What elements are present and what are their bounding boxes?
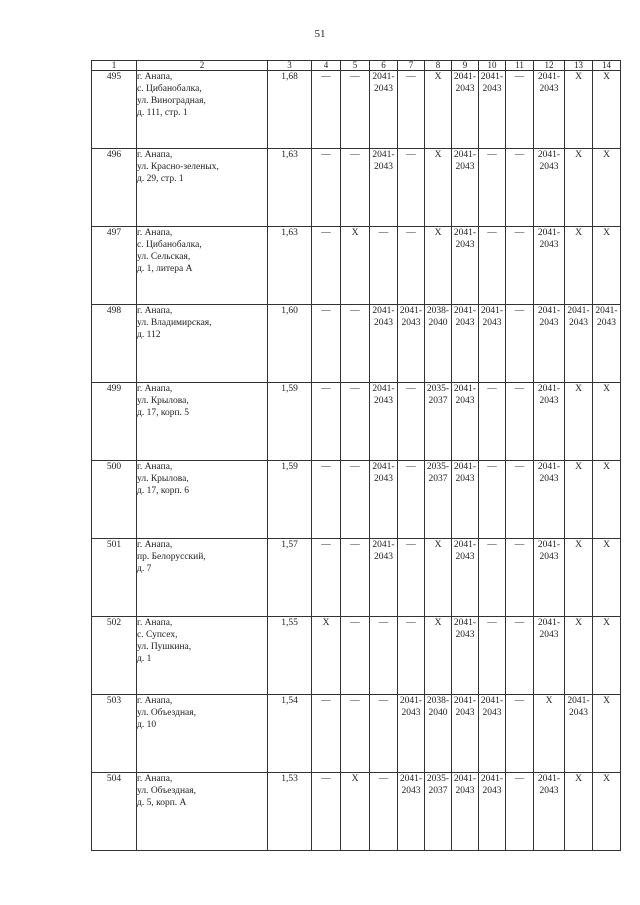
column-header-3: 3 xyxy=(268,61,312,71)
address-cell: г. Анапа, ул. Объездная, д. 5, корп. А xyxy=(137,773,268,851)
address-cell: г. Анапа, ул. Крылова, д. 17, корп. 5 xyxy=(137,383,268,461)
row-number: 495 xyxy=(92,71,137,149)
value-cell-col10: — xyxy=(479,539,506,617)
column-header-11: 11 xyxy=(506,61,534,71)
value-cell-col5: — xyxy=(341,461,370,539)
row-number: 502 xyxy=(92,617,137,695)
area-cell: 1,54 xyxy=(268,695,312,773)
area-cell: 1,53 xyxy=(268,773,312,851)
value-cell-col14: Х xyxy=(593,539,621,617)
column-header-12: 12 xyxy=(534,61,565,71)
table-row xyxy=(92,461,621,539)
table-row xyxy=(92,617,621,695)
table-row xyxy=(92,227,621,305)
value-cell-col7: 2041- 2043 xyxy=(398,695,425,773)
value-cell-col10: 2041- 2043 xyxy=(479,773,506,851)
column-header-10: 10 xyxy=(479,61,506,71)
value-cell-col12: 2041- 2043 xyxy=(534,305,565,383)
value-cell-col11: — xyxy=(506,539,534,617)
value-cell-col8: 2035- 2037 xyxy=(425,461,452,539)
value-cell-col8: 2035- 2037 xyxy=(425,773,452,851)
row-number: 500 xyxy=(92,461,137,539)
value-cell-col6: 2041- 2043 xyxy=(370,461,398,539)
value-cell-col14: Х xyxy=(593,617,621,695)
value-cell-col10: 2041- 2043 xyxy=(479,695,506,773)
row-number: 498 xyxy=(92,305,137,383)
value-cell-col7: — xyxy=(398,617,425,695)
value-cell-col12: 2041- 2043 xyxy=(534,149,565,227)
value-cell-col13: Х xyxy=(565,539,593,617)
area-cell: 1,59 xyxy=(268,461,312,539)
value-cell-col13: Х xyxy=(565,71,593,149)
value-cell-col11: — xyxy=(506,227,534,305)
address-cell: г. Анапа, с. Цибанобалка, ул. Виноградная, д. 111, стр. 1 xyxy=(137,71,268,149)
value-cell-col5: — xyxy=(341,695,370,773)
value-cell-col4: — xyxy=(312,539,341,617)
value-cell-col9: 2041- 2043 xyxy=(452,539,479,617)
column-header-8: 8 xyxy=(425,61,452,71)
value-cell-col9: 2041- 2043 xyxy=(452,773,479,851)
value-cell-col13: Х xyxy=(565,617,593,695)
row-number: 496 xyxy=(92,149,137,227)
value-cell-col7: 2041- 2043 xyxy=(398,305,425,383)
value-cell-col10: — xyxy=(479,227,506,305)
value-cell-col6: — xyxy=(370,617,398,695)
value-cell-col9: 2041- 2043 xyxy=(452,461,479,539)
value-cell-col13: 2041- 2043 xyxy=(565,305,593,383)
table-row xyxy=(92,71,621,149)
value-cell-col11: — xyxy=(506,617,534,695)
value-cell-col13: Х xyxy=(565,461,593,539)
value-cell-col8: Х xyxy=(425,227,452,305)
value-cell-col7: — xyxy=(398,227,425,305)
value-cell-col4: — xyxy=(312,461,341,539)
value-cell-col13: Х xyxy=(565,773,593,851)
value-cell-col6: 2041- 2043 xyxy=(370,149,398,227)
value-cell-col8: 2035- 2037 xyxy=(425,383,452,461)
address-cell: г. Анапа, ул. Объездная, д. 10 xyxy=(137,695,268,773)
value-cell-col4: — xyxy=(312,149,341,227)
area-cell: 1,60 xyxy=(268,305,312,383)
value-cell-col9: 2041- 2043 xyxy=(452,71,479,149)
value-cell-col6: — xyxy=(370,695,398,773)
value-cell-col10: — xyxy=(479,149,506,227)
row-number: 504 xyxy=(92,773,137,851)
value-cell-col14: Х xyxy=(593,227,621,305)
value-cell-col10: 2041- 2043 xyxy=(479,71,506,149)
value-cell-col5: — xyxy=(341,383,370,461)
value-cell-col12: 2041- 2043 xyxy=(534,617,565,695)
area-cell: 1,55 xyxy=(268,617,312,695)
value-cell-col14: Х xyxy=(593,695,621,773)
column-header-6: 6 xyxy=(370,61,398,71)
value-cell-col5: — xyxy=(341,71,370,149)
value-cell-col4: — xyxy=(312,305,341,383)
value-cell-col11: — xyxy=(506,773,534,851)
value-cell-col9: 2041- 2043 xyxy=(452,149,479,227)
value-cell-col11: — xyxy=(506,461,534,539)
area-cell: 1,68 xyxy=(268,71,312,149)
value-cell-col9: 2041- 2043 xyxy=(452,227,479,305)
value-cell-col14: Х xyxy=(593,461,621,539)
value-cell-col12: 2041- 2043 xyxy=(534,227,565,305)
value-cell-col11: — xyxy=(506,149,534,227)
value-cell-col14: Х xyxy=(593,773,621,851)
value-cell-col14: Х xyxy=(593,149,621,227)
value-cell-col5: Х xyxy=(341,773,370,851)
column-header-5: 5 xyxy=(341,61,370,71)
value-cell-col6: 2041- 2043 xyxy=(370,539,398,617)
value-cell-col11: — xyxy=(506,695,534,773)
value-cell-col9: 2041- 2043 xyxy=(452,383,479,461)
value-cell-col12: 2041- 2043 xyxy=(534,773,565,851)
value-cell-col7: 2041- 2043 xyxy=(398,773,425,851)
value-cell-col9: 2041- 2043 xyxy=(452,305,479,383)
value-cell-col11: — xyxy=(506,305,534,383)
column-header-9: 9 xyxy=(452,61,479,71)
value-cell-col14: Х xyxy=(593,383,621,461)
table-row xyxy=(92,773,621,851)
table-row xyxy=(92,695,621,773)
address-cell: г. Анапа, с. Цибанобалка, ул. Сельская, д. 1, литера А xyxy=(137,227,268,305)
value-cell-col7: — xyxy=(398,461,425,539)
value-cell-col8: 2038- 2040 xyxy=(425,695,452,773)
value-cell-col6: — xyxy=(370,773,398,851)
value-cell-col8: Х xyxy=(425,71,452,149)
value-cell-col6: 2041- 2043 xyxy=(370,71,398,149)
value-cell-col12: 2041- 2043 xyxy=(534,71,565,149)
address-cell: г. Анапа, с. Супсех, ул. Пушкина, д. 1 xyxy=(137,617,268,695)
value-cell-col7: — xyxy=(398,71,425,149)
row-number: 501 xyxy=(92,539,137,617)
value-cell-col4: — xyxy=(312,71,341,149)
value-cell-col14: 2041- 2043 xyxy=(593,305,621,383)
table-row xyxy=(92,305,621,383)
area-cell: 1,63 xyxy=(268,149,312,227)
value-cell-col10: 2041- 2043 xyxy=(479,305,506,383)
column-header-7: 7 xyxy=(398,61,425,71)
value-cell-col12: Х xyxy=(534,695,565,773)
value-cell-col5: Х xyxy=(341,227,370,305)
value-cell-col4: Х xyxy=(312,617,341,695)
value-cell-col8: 2038- 2040 xyxy=(425,305,452,383)
page-number: 51 xyxy=(314,28,326,40)
area-cell: 1,63 xyxy=(268,227,312,305)
column-header-13: 13 xyxy=(565,61,593,71)
value-cell-col8: Х xyxy=(425,149,452,227)
address-cell: г. Анапа, ул. Крылова, д. 17, корп. 6 xyxy=(137,461,268,539)
table-row xyxy=(92,149,621,227)
header-row xyxy=(92,61,621,71)
value-cell-col5: — xyxy=(341,149,370,227)
value-cell-col5: — xyxy=(341,617,370,695)
value-cell-col4: — xyxy=(312,773,341,851)
value-cell-col13: Х xyxy=(565,227,593,305)
address-cell: г. Анапа, пр. Белорусский, д. 7 xyxy=(137,539,268,617)
table-row xyxy=(92,539,621,617)
value-cell-col13: Х xyxy=(565,383,593,461)
value-cell-col6: 2041- 2043 xyxy=(370,383,398,461)
value-cell-col9: 2041- 2043 xyxy=(452,695,479,773)
value-cell-col12: 2041- 2043 xyxy=(534,383,565,461)
value-cell-col10: — xyxy=(479,383,506,461)
area-cell: 1,59 xyxy=(268,383,312,461)
value-cell-col13: 2041- 2043 xyxy=(565,695,593,773)
column-header-2: 2 xyxy=(137,61,268,71)
value-cell-col12: 2041- 2043 xyxy=(534,461,565,539)
row-number: 497 xyxy=(92,227,137,305)
value-cell-col9: 2041- 2043 xyxy=(452,617,479,695)
value-cell-col7: — xyxy=(398,149,425,227)
value-cell-col13: Х xyxy=(565,149,593,227)
value-cell-col5: — xyxy=(341,305,370,383)
value-cell-col10: — xyxy=(479,461,506,539)
value-cell-col6: — xyxy=(370,227,398,305)
value-cell-col11: — xyxy=(506,71,534,149)
value-cell-col6: 2041- 2043 xyxy=(370,305,398,383)
registry-table xyxy=(91,60,621,851)
value-cell-col8: Х xyxy=(425,539,452,617)
value-cell-col7: — xyxy=(398,383,425,461)
value-cell-col8: Х xyxy=(425,617,452,695)
value-cell-col12: 2041- 2043 xyxy=(534,539,565,617)
value-cell-col4: — xyxy=(312,695,341,773)
value-cell-col14: Х xyxy=(593,71,621,149)
value-cell-col7: — xyxy=(398,539,425,617)
column-header-1: 1 xyxy=(92,61,137,71)
row-number: 499 xyxy=(92,383,137,461)
table-row xyxy=(92,383,621,461)
row-number: 503 xyxy=(92,695,137,773)
column-header-14: 14 xyxy=(593,61,621,71)
value-cell-col5: — xyxy=(341,539,370,617)
address-cell: г. Анапа, ул. Красно-зеленых, д. 29, стр. 1 xyxy=(137,149,268,227)
column-header-4: 4 xyxy=(312,61,341,71)
address-cell: г. Анапа, ул. Владимирская, д. 112 xyxy=(137,305,268,383)
area-cell: 1,57 xyxy=(268,539,312,617)
value-cell-col10: — xyxy=(479,617,506,695)
value-cell-col11: — xyxy=(506,383,534,461)
value-cell-col4: — xyxy=(312,227,341,305)
value-cell-col4: — xyxy=(312,383,341,461)
